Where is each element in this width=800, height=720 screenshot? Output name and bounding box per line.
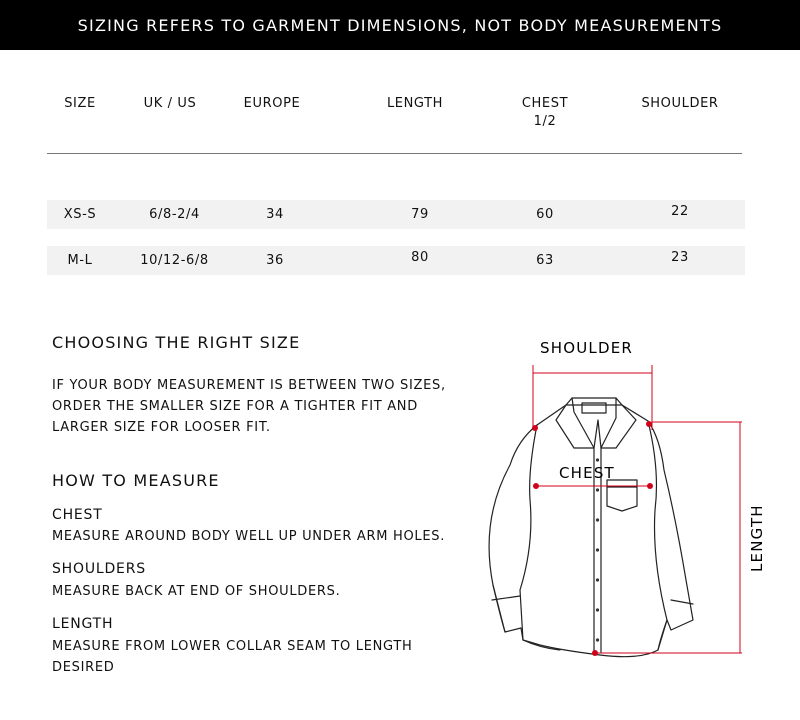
choosing-size-heading: CHOOSING THE RIGHT SIZE: [52, 333, 301, 352]
measurement-points: [532, 421, 653, 656]
table-row: [47, 200, 745, 229]
choosing-line: LARGER SIZE FOR LOOSER FIT.: [52, 420, 271, 435]
cell-length: 80: [411, 250, 429, 265]
cell-uk-us: 10/12-6/8: [140, 253, 209, 268]
length-line: MEASURE FROM LOWER COLLAR SEAM TO LENGTH: [52, 639, 413, 654]
choosing-line: ORDER THE SMALLER SIZE FOR A TIGHTER FIT AND: [52, 399, 418, 414]
chest-heading: CHEST: [52, 507, 103, 523]
col-header-chest: [505, 95, 585, 131]
cell-europe: 36: [266, 253, 284, 268]
shirt-measurement-diagram: [470, 320, 800, 720]
cell-size: XS-S: [63, 207, 97, 222]
cell-length: 79: [411, 207, 429, 222]
length-line: DESIRED: [52, 660, 115, 675]
length-heading: LENGTH: [52, 616, 114, 632]
table-row: [47, 246, 745, 275]
length-label: LENGTH: [748, 504, 766, 572]
choosing-line: IF YOUR BODY MEASUREMENT IS BETWEEN TWO SIZES,: [52, 378, 446, 393]
shoulders-heading: SHOULDERS: [52, 561, 146, 577]
col-header-europe: EUROPE: [243, 96, 301, 111]
shoulder-label: SHOULDER: [540, 339, 633, 357]
col-header-chest-line1: CHEST: [521, 96, 569, 111]
col-header-size: SIZE: [64, 96, 96, 111]
col-header-chest-line2: 1/2: [533, 114, 557, 129]
cell-uk-us: 6/8-2/4: [149, 207, 200, 222]
col-header-shoulder: SHOULDER: [641, 96, 719, 111]
choosing-size-text: [52, 375, 446, 438]
cell-size: M-L: [67, 253, 93, 268]
shoulders-text: MEASURE BACK AT END OF SHOULDERS.: [52, 584, 341, 599]
cell-chest: 60: [536, 207, 554, 222]
cell-chest: 63: [536, 253, 554, 268]
col-header-length: LENGTH: [386, 96, 444, 111]
header-banner: SIZING REFERS TO GARMENT DIMENSIONS, NOT BODY MEASUREMENTS: [0, 0, 800, 50]
table-divider: [47, 153, 742, 154]
how-to-measure-heading: HOW TO MEASURE: [52, 471, 220, 490]
length-text: [52, 636, 412, 678]
chest-text: MEASURE AROUND BODY WELL UP UNDER ARM HOLES.: [52, 529, 446, 544]
cell-shoulder: 23: [671, 250, 689, 265]
shirt-outline: [489, 398, 693, 657]
chest-label: CHEST: [559, 464, 615, 482]
cell-shoulder: 22: [671, 204, 689, 219]
col-header-uk-us: UK / US: [143, 96, 197, 111]
cell-europe: 34: [266, 207, 284, 222]
